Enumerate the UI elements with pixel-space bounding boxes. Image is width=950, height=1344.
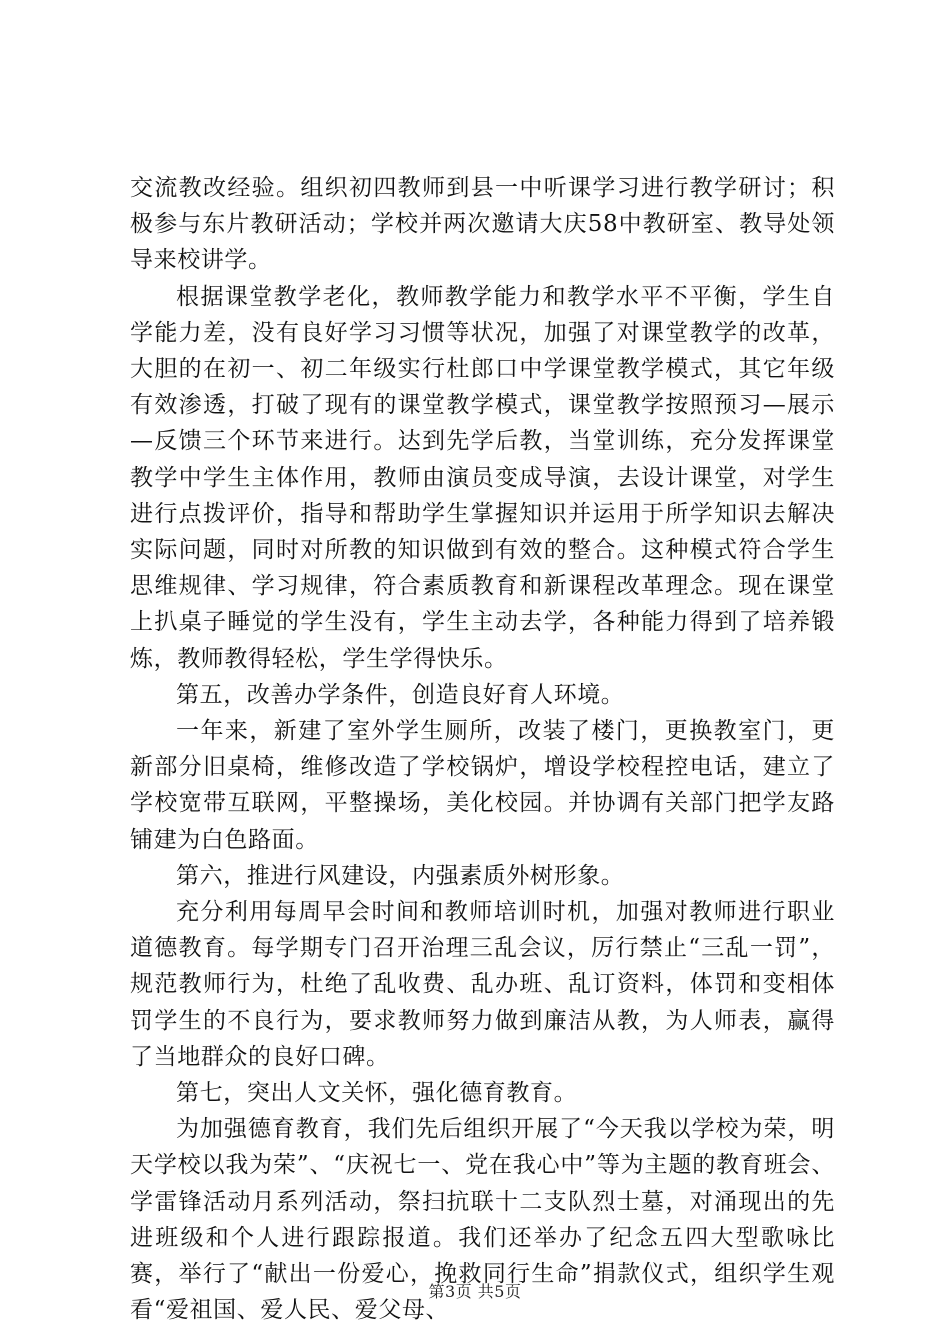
text-line: 一年来，新建了室外学生厕所，改装了楼门，更换教室门， xyxy=(176,718,812,745)
text-line: 题的教育班会、学雷锋活动月系列活动，祭扫抗联十二支队烈 xyxy=(130,1152,835,1215)
paragraph xyxy=(130,1075,835,1111)
paragraph xyxy=(130,170,835,279)
text-line: 了纪念五四大型歌咏比赛，举行了“献出一份爱心，挽救同行 xyxy=(130,1224,835,1288)
paragraph xyxy=(130,858,835,894)
text-line: 乱一罚”，规范教师行为，杜绝了乱收费、乱办班、乱订资料， xyxy=(130,935,835,998)
paragraph xyxy=(130,894,835,1075)
text-line: 第五，改善办学条件，创造良好育人环境。 xyxy=(176,681,625,708)
text-line: 建立了学校宽带互联网，平整操场，美化校园。并协调有关部 xyxy=(130,754,835,817)
text-line: 没有，学生主动去学，各种能力得到了培养锻炼，教师教得轻 xyxy=(130,609,836,672)
text-line: 生自学能力差，没有良好学习习惯等状况，加强了对课堂教学 xyxy=(130,283,836,346)
text-line: 堂训练，充分发挥课堂教学中学生主体作用，教师由演员变成 xyxy=(130,428,835,491)
text-line: 导处领导来校讲学。 xyxy=(130,211,835,274)
paragraph xyxy=(130,279,835,677)
text-line: 的改革，大胆的在初一、初二年级实行杜郎口中学课堂教学模 xyxy=(130,319,835,383)
text-line: 松，学生学得快乐。 xyxy=(295,645,508,672)
text-line: 更新部分旧桌椅，维修改造了学校锅炉，增设学校程控电话， xyxy=(130,718,835,781)
text-line: 第六，推进行风建设，内强素质外树形象。 xyxy=(176,862,625,889)
page-footer: 第3页 共5页 xyxy=(428,1282,522,1301)
text-line: 学按照预习—展示—反馈三个环节来进行。达到先学后教，当 xyxy=(130,392,835,455)
text-line: 做到有效的整合。这种模式符合学生思维规律、学习规律，符 xyxy=(130,537,835,600)
text-line: 导演，去设计课堂，对学生进行点拨评价，指导和帮助学生掌 xyxy=(130,464,836,527)
paragraph xyxy=(130,713,835,858)
text-line: 交流教改经验。组织初四教师到县一中听课学习进行教学研讨； xyxy=(130,175,811,201)
text-line: 第七，突出人文关怀，强化德育教育。 xyxy=(176,1080,578,1107)
text-line: 职业道德教育。每学期专门召开治理三乱会议，厉行禁止“三 xyxy=(130,899,836,962)
text-line: 体罚和变相体罚学生的不良行为，要求教师努力做到廉洁从教， xyxy=(130,971,835,1034)
text-line: 充分利用每周早会时间和教师培训时机，加强对教师进行 xyxy=(176,899,787,926)
text-line: 积极参与东片教研活动；学校并两次邀请大庆58中教研室、教 xyxy=(130,175,835,238)
text-line: 门把学友路铺建为白色路面。 xyxy=(130,790,836,853)
paragraph xyxy=(130,677,835,713)
text-line: 为加强德育教育，我们先后组织开展了“今天我以学校为 xyxy=(176,1116,764,1143)
text-line: 握知识并运用于所学知识去解决实际问题，同时对所教的知识 xyxy=(130,500,836,564)
text-line: 生命”捐款仪式，组织学生观看“爱祖国、爱人民、爱父母、 xyxy=(130,1261,835,1324)
text-line: 根据课堂教学老化，教师教学能力和教学水平不平衡，学 xyxy=(176,283,787,310)
text-line: 式，其它年级有效渗透，打破了现有的课堂教学模式，课堂教 xyxy=(130,356,835,419)
document-body xyxy=(130,170,835,1329)
text-line: 士墓，对涌现出的先进班级和个人进行跟踪报道。我们还举办 xyxy=(130,1188,836,1251)
text-line: 合素质教育和新课程改革理念。现在课堂上扒桌子睡觉的学生 xyxy=(130,573,835,636)
text-line: 荣，明天学校以我为荣”、“庆祝七一、党在我心中”等为主 xyxy=(130,1116,835,1179)
text-line: 为人师表，赢得了当地群众的良好口碑。 xyxy=(130,1007,836,1070)
